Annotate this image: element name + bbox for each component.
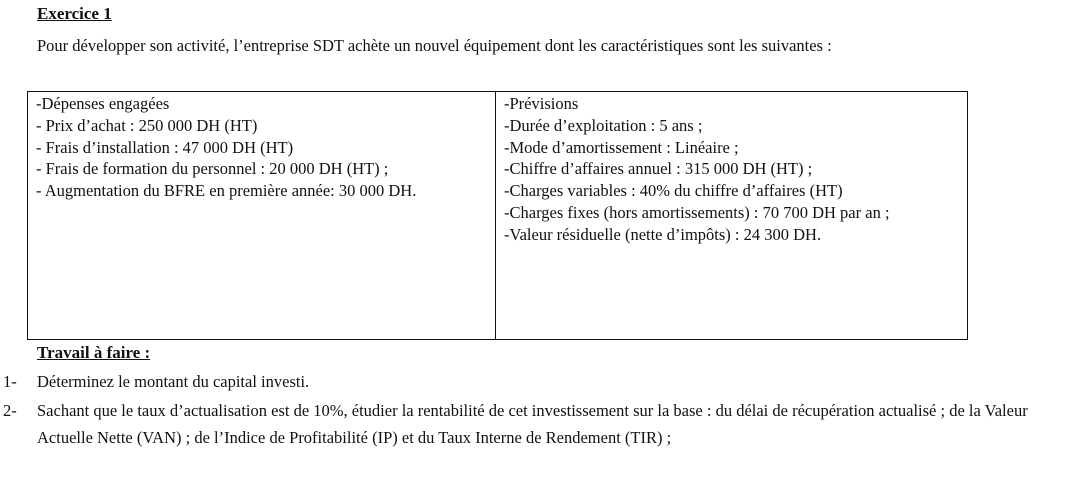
training-costs: - Frais de formation du personnel : 20 000 DH (HT) ; xyxy=(36,159,389,179)
fixed-charges: -Charges fixes (hors amortissements) : 70 700 DH par an ; xyxy=(504,202,890,222)
exercise-title: Exercice 1 xyxy=(37,4,112,23)
annual-revenue: -Chiffre d’affaires annuel : 315 000 DH (HT) ; xyxy=(504,159,813,179)
task-number: 2- xyxy=(3,401,17,420)
forecasts-heading: -Prévisions xyxy=(504,94,579,113)
work-title: Travail à faire : xyxy=(37,343,151,362)
exercise-intro: Pour développer son activité, l’entreprise SDT achète un nouvel équipement dont les caractéristiques sont les suivantes : xyxy=(37,36,832,55)
forecasts-column xyxy=(496,92,968,340)
purchase-price: - Prix d’achat : 250 000 DH (HT) xyxy=(36,115,258,135)
task-item xyxy=(0,397,1060,451)
residual-value: -Valeur résiduelle (nette d’impôts) : 24 300 DH. xyxy=(504,224,822,244)
task-text: Sachant que le taux d’actualisation est de 10%, étudier la rentabilité de cet investissement sur la base : du délai de récupération actualisé ; de la Valeur Actuelle Nette (VAN) ; de l’Indice de Profitabilité (IP) et du Taux Interne de Rendement (TIR) ; xyxy=(37,401,1028,447)
installation-costs: - Frais d’installation : 47 000 DH (HT) xyxy=(36,137,294,157)
depreciation-method: -Mode d’amortissement : Linéaire ; xyxy=(504,137,739,157)
task-item xyxy=(0,368,1060,395)
operating-duration: -Durée d’exploitation : 5 ans ; xyxy=(504,115,703,135)
task-number: 1- xyxy=(3,372,17,391)
bfre-increase: - Augmentation du BFRE en première année: 30 000 DH. xyxy=(36,181,417,201)
specs-row xyxy=(28,92,968,340)
variable-charges: -Charges variables : 40% du chiffre d’affaires (HT) xyxy=(504,181,843,201)
task-text: Déterminez le montant du capital investi. xyxy=(37,372,310,391)
expenses-column xyxy=(28,92,496,340)
specs-table xyxy=(27,91,968,340)
expenses-heading: -Dépenses engagées xyxy=(36,94,170,113)
